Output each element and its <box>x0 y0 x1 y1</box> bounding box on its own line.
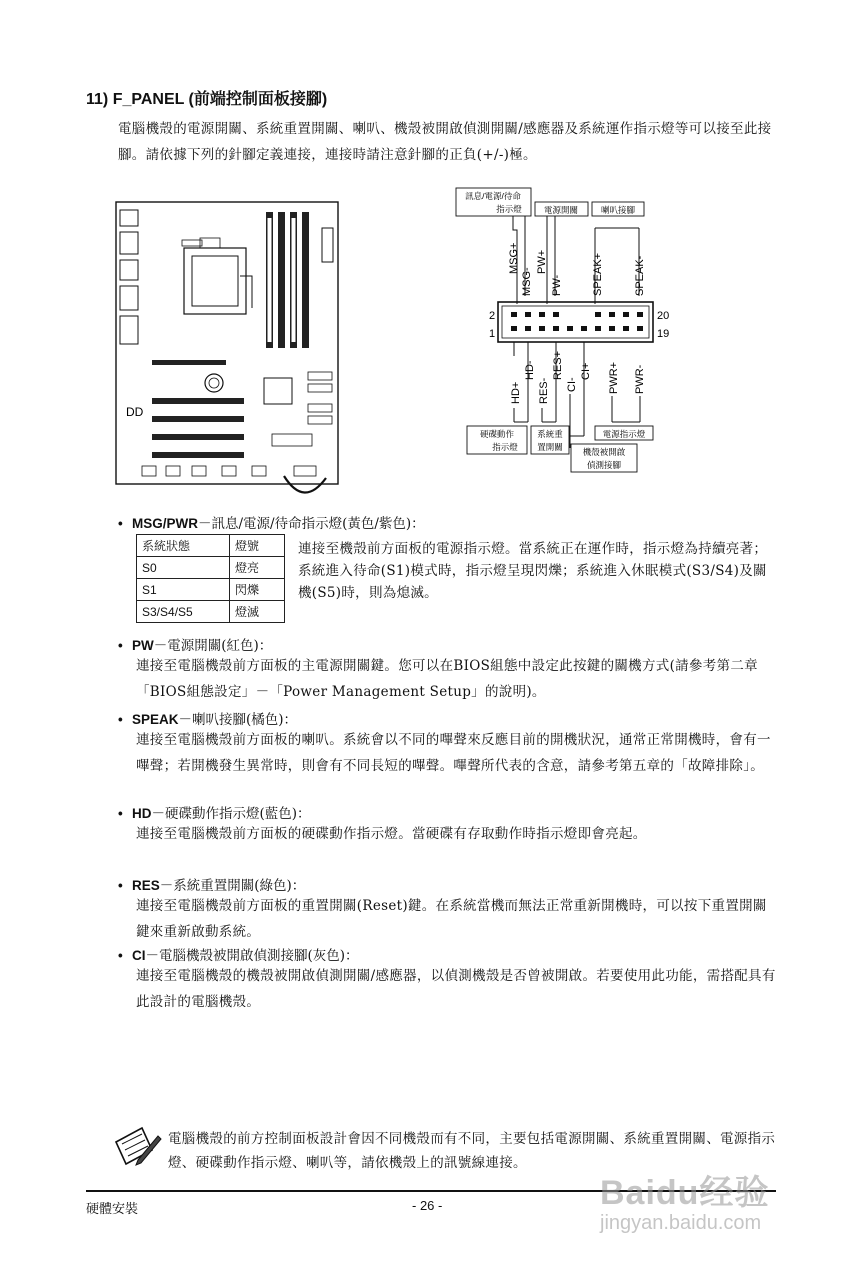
svg-text:DD: DD <box>126 405 144 419</box>
section-title: 11) F_PANEL (前端控制面板接腳) <box>86 91 328 108</box>
pin-msg-plus: MSG+ <box>508 242 520 274</box>
group-hd-label-2: 指示燈 <box>492 442 518 452</box>
note-text: 電腦機殼的前方控制面板設計會因不同機殼而有不同，主要包括電源開關、系統重置開關、電源指示燈、硬碟動作指示燈、喇叭等，請依機殼上的訊號線連接。 <box>168 1131 776 1171</box>
intro-paragraph: 電腦機殼的電源開關、系統重置開關、喇叭、機殼被開啟偵測開關/感應器及系統運作指示燈等可以接至此接腳。請依據下列的針腳定義連接，連接時請注意針腳的正負(+/-)極。 <box>118 121 772 163</box>
pin-header-diagram <box>455 186 675 476</box>
table-cell: S1 <box>137 579 230 601</box>
group-power-switch-label: 電源開關 <box>543 205 579 215</box>
table-cell: 燈亮 <box>230 557 285 579</box>
pin-ci-plus: CI+ <box>580 362 592 380</box>
speak-heading: • SPEAK－喇叭接腳(橘色)： <box>118 712 298 728</box>
table-header: 燈號 <box>230 535 285 557</box>
msg-pwr-description: 連接至機殼前方面板的電源指示燈。當系統正在運作時，指示燈為持續亮著；系統進入待命(S1)模式時，指示燈呈現閃爍；系統進入休眠模式(S3/S4)及關機(S5)時，則為熄滅。 <box>298 541 768 601</box>
pin-hd-minus: HD- <box>524 360 536 380</box>
page-number: - 26 - <box>412 1198 443 1213</box>
hd-description: 連接至電腦機殼前方面板的硬碟動作指示燈。當硬碟有存取動作時指示燈即會亮起。 <box>136 826 647 842</box>
status-table <box>136 534 285 623</box>
group-led-label-1: 訊息/電源/待命 <box>465 191 521 201</box>
group-ci-label-1: 機殼被開啟 <box>582 447 626 457</box>
pin-hd-plus: HD+ <box>510 381 522 404</box>
res-heading: • RES－系統重置開關(綠色)： <box>118 878 306 894</box>
pin-res-plus: RES+ <box>552 350 564 380</box>
pin-number-19: 19 <box>657 328 670 340</box>
table-row <box>137 601 285 623</box>
table-cell: 燈滅 <box>230 601 285 623</box>
table-cell: S0 <box>137 557 230 579</box>
motherboard-diagram <box>112 198 344 503</box>
table-row <box>137 579 285 601</box>
pw-heading: • PW－電源開關(紅色)： <box>118 638 273 654</box>
pin-speak-plus: SPEAK+ <box>592 252 604 296</box>
msg-pwr-heading: • MSG/PWR－訊息/電源/待命指示燈(黃色/紫色)： <box>118 516 425 532</box>
group-pwr-label: 電源指示燈 <box>602 429 646 439</box>
group-led-label-2: 指示燈 <box>496 204 522 214</box>
pencil-note-icon <box>112 1124 162 1168</box>
pw-description: 連接至電腦機殼前方面板的主電源開關鍵。您可以在BIOS組態中設定此按鍵的關機方式(請參考第二章「BIOS組態設定」－「Power Management Setup」的說明)。 <box>136 658 758 700</box>
res-description: 連接至電腦機殼前方面板的重置開關(Reset)鍵。在系統當機而無法正常重新開機時，可以按下重置開關鍵來重新啟動系統。 <box>136 898 767 940</box>
footer-chapter: 硬體安裝 <box>86 1202 139 1217</box>
pin-msg-minus: MSG- <box>521 267 533 296</box>
pin-number-1: 1 <box>489 328 496 340</box>
pin-pwr-plus: PWR+ <box>608 361 620 394</box>
pin-ci-minus: CI- <box>566 377 578 392</box>
speak-description: 連接至電腦機殼前方面板的喇叭。系統會以不同的嗶聲來反應目前的開機狀況，通常正常開機時，會有一嗶聲；若開機發生異常時，則會有不同長短的嗶聲。嗶聲所代表的含意，請參考第五章的「故障排除」。 <box>136 732 771 774</box>
table-header: 系統狀態 <box>137 535 230 557</box>
table-cell: S3/S4/S5 <box>137 601 230 623</box>
table-row <box>137 535 285 557</box>
table-row <box>137 557 285 579</box>
watermark-url: jingyan.baidu.com <box>600 1212 762 1234</box>
group-res-label-1: 系統重 <box>537 429 563 439</box>
group-hd-label-1: 硬碟動作 <box>479 429 515 439</box>
watermark <box>600 1165 820 1255</box>
group-res-label-2: 置開關 <box>537 442 563 452</box>
pin-pwr-minus: PWR- <box>634 364 646 394</box>
ci-heading: • CI－電腦機殼被開啟偵測接腳(灰色)： <box>118 948 359 964</box>
group-ci-label-2: 偵測接腳 <box>586 460 622 470</box>
ci-description: 連接至電腦機殼的機殼被開啟偵測開關/感應器，以偵測機殼是否曾被開啟。若要使用此功能，需搭配具有此設計的電腦機殼。 <box>136 968 776 1010</box>
pin-res-minus: RES- <box>538 377 550 404</box>
pin-pw-minus: PW- <box>551 274 563 296</box>
pin-number-20: 20 <box>657 310 670 322</box>
watermark-brand: Baidu经验 <box>600 1174 770 1212</box>
hd-heading: • HD－硬碟動作指示燈(藍色)： <box>118 806 311 822</box>
pin-speak-minus: SPEAK- <box>634 255 646 296</box>
group-speaker-label: 喇叭接腳 <box>600 205 636 215</box>
table-cell: 閃爍 <box>230 579 285 601</box>
pin-number-2: 2 <box>489 310 496 322</box>
pin-pw-plus: PW+ <box>536 249 548 274</box>
